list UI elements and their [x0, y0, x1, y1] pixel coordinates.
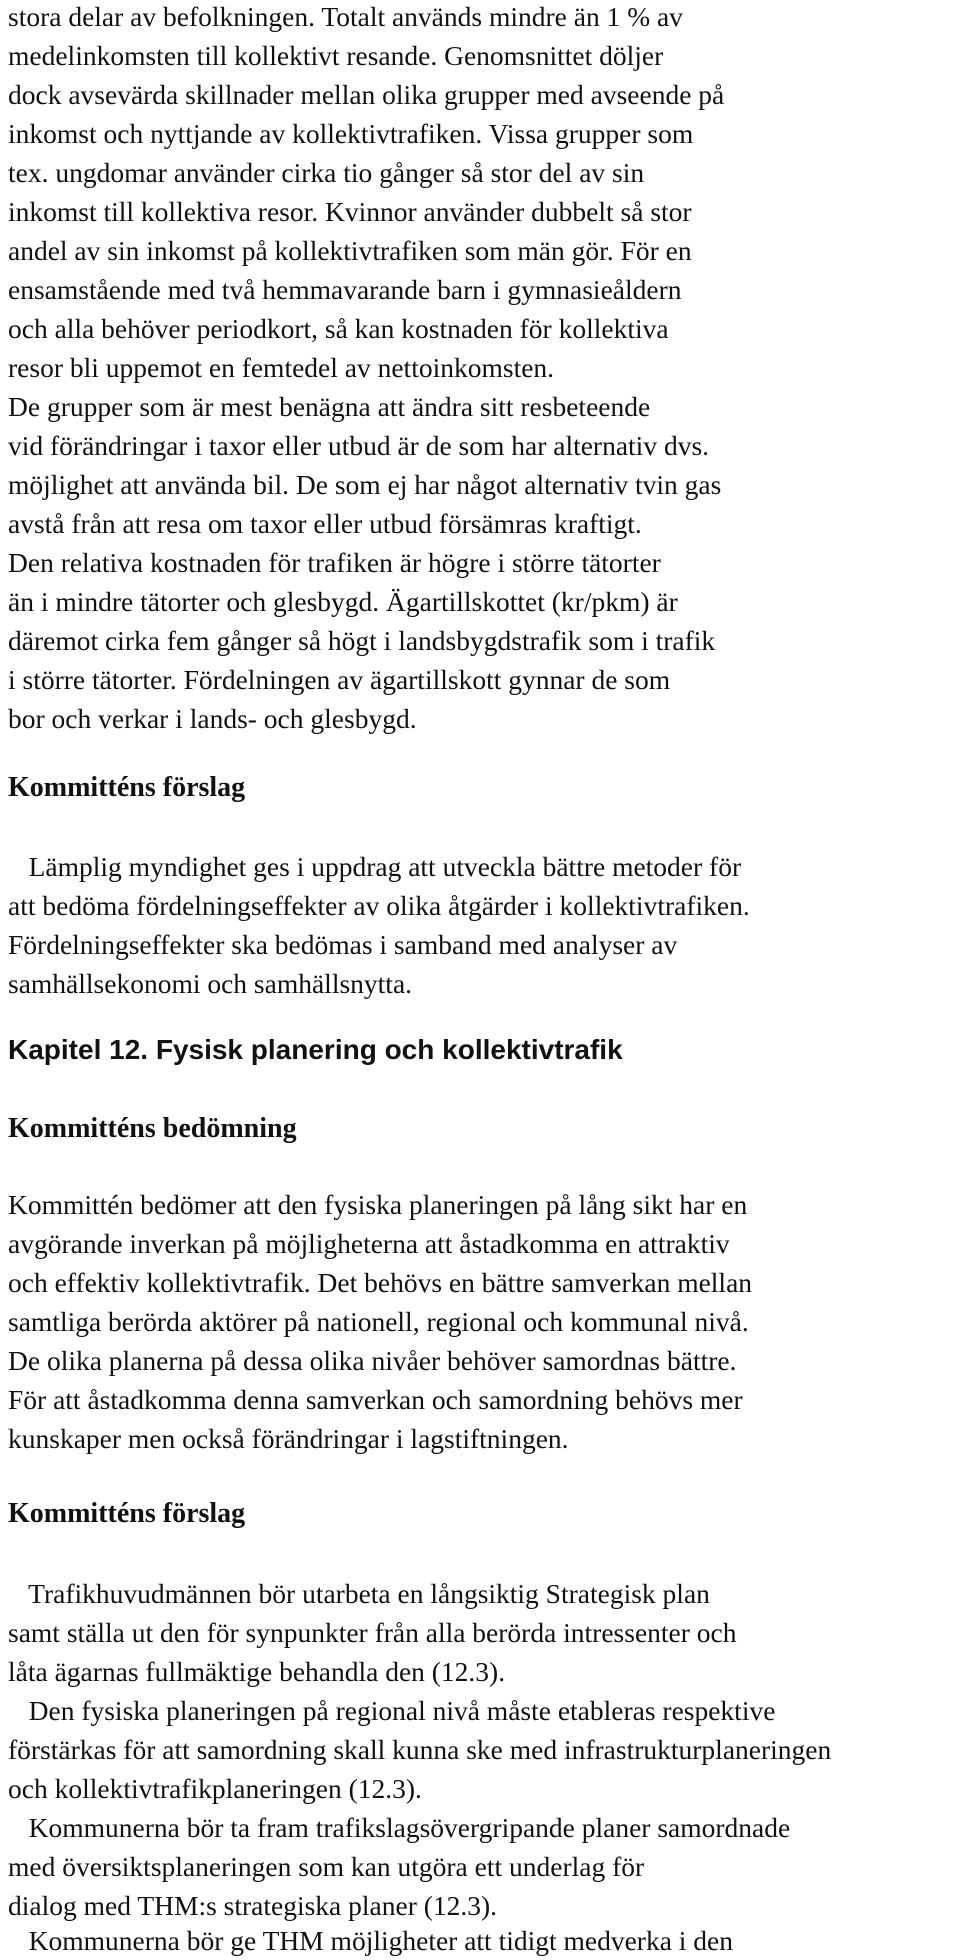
text-line: än i mindre tätorter och glesbygd. Ägartillskottet (kr/pkm) är — [8, 586, 678, 617]
text-line: Lämplig myndighet ges i uppdrag att utveckla bättre metoder för — [8, 851, 742, 882]
text-line: inkomst och nyttjande av kollektivtrafiken. Vissa grupper som — [8, 118, 694, 149]
text-line: samhällsekonomi och samhällsnytta. — [8, 968, 413, 999]
text-line: däremot cirka fem gånger så högt i landsbygdstrafik som i trafik — [8, 625, 716, 656]
text-line: samt ställa ut den för synpunkter från alla berörda intressenter och — [8, 1617, 737, 1648]
text-line: Kommunerna bör ta fram trafikslagsövergripande planer samordnade — [8, 1812, 791, 1843]
text-line: vid förändringar i taxor eller utbud är de som har alternativ dvs. — [8, 430, 710, 461]
text-line: medelinkomsten till kollektivt resande. Genomsnittet döljer — [8, 40, 664, 71]
text-line: andel av sin inkomst på kollektivtrafiken som män gör. För en — [8, 235, 692, 266]
text-line: ensamstående med två hemmavarande barn i gymnasieåldern — [8, 274, 682, 305]
text-line: kunskaper men också förändringar i lagstiftningen. — [8, 1423, 569, 1454]
text-line: avgörande inverkan på möjligheterna att åstadkomma en attraktiv — [8, 1228, 730, 1259]
section-heading-bedomning: Kommitténs bedömning — [8, 1113, 297, 1144]
text-line: tex. ungdomar använder cirka tio gånger så stor del av sin — [8, 157, 645, 188]
text-line: stora delar av befolkningen. Totalt används mindre än 1 % av — [8, 1, 683, 32]
text-line: förstärkas för att samordning skall kunna ske med infrastrukturplaneringen — [8, 1734, 832, 1765]
text-line: Fördelningseffekter ska bedömas i samband med analyser av — [8, 929, 678, 960]
text-line: Trafikhuvudmännen bör utarbeta en långsiktig Strategisk plan — [8, 1578, 710, 1609]
section-heading-forslag: Kommitténs förslag — [8, 772, 246, 803]
text-line: låta ägarnas fullmäktige behandla den (12.3). — [8, 1656, 506, 1687]
text-line: Kommunerna bör ge THM möjligheter att tidigt medverka i den — [8, 1925, 734, 1956]
text-line: att bedöma fördelningseffekter av olika åtgärder i kollektivtrafiken. — [8, 890, 750, 921]
text-line: Kommittén bedömer att den fysiska planeringen på lång sikt har en — [8, 1189, 748, 1220]
text-line: i större tätorter. Fördelningen av ägartillskott gynnar de som — [8, 664, 671, 695]
text-line: De olika planerna på dessa olika nivåer behöver samordnas bättre. — [8, 1345, 737, 1376]
text-line: och alla behöver periodkort, så kan kostnaden för kollektiva — [8, 313, 669, 344]
text-line: möjlighet att använda bil. De som ej har något alternativ tvin gas — [8, 469, 722, 500]
text-line: dock avsevärda skillnader mellan olika grupper med avseende på — [8, 79, 725, 110]
text-line: med översiktsplaneringen som kan utgöra ett underlag för — [8, 1851, 645, 1882]
text-line: För att åstadkomma denna samverkan och samordning behövs mer — [8, 1384, 743, 1415]
chapter-heading: Kapitel 12. Fysisk planering och kollektivtrafik — [8, 1034, 623, 1065]
text-line: Den relativa kostnaden för trafiken är högre i större tätorter — [8, 547, 661, 578]
text-line: avstå från att resa om taxor eller utbud försämras kraftigt. — [8, 508, 642, 539]
text-line: samtliga berörda aktörer på nationell, regional och kommunal nivå. — [8, 1306, 749, 1337]
text-line: inkomst till kollektiva resor. Kvinnor använder dubbelt så stor — [8, 196, 692, 227]
text-line: De grupper som är mest benägna att ändra sitt resbeteende — [8, 391, 651, 422]
text-line: och kollektivtrafikplaneringen (12.3). — [8, 1773, 422, 1804]
section-heading-forslag: Kommitténs förslag — [8, 1498, 246, 1529]
text-line: och effektiv kollektivtrafik. Det behövs en bättre samverkan mellan — [8, 1267, 753, 1298]
text-line: bor och verkar i lands- och glesbygd. — [8, 703, 417, 734]
text-line: resor bli uppemot en femtedel av nettoinkomsten. — [8, 352, 555, 383]
text-line: dialog med THM:s strategiska planer (12.3). — [8, 1890, 498, 1921]
text-line: Den fysiska planeringen på regional nivå måste etableras respektive — [8, 1695, 776, 1726]
